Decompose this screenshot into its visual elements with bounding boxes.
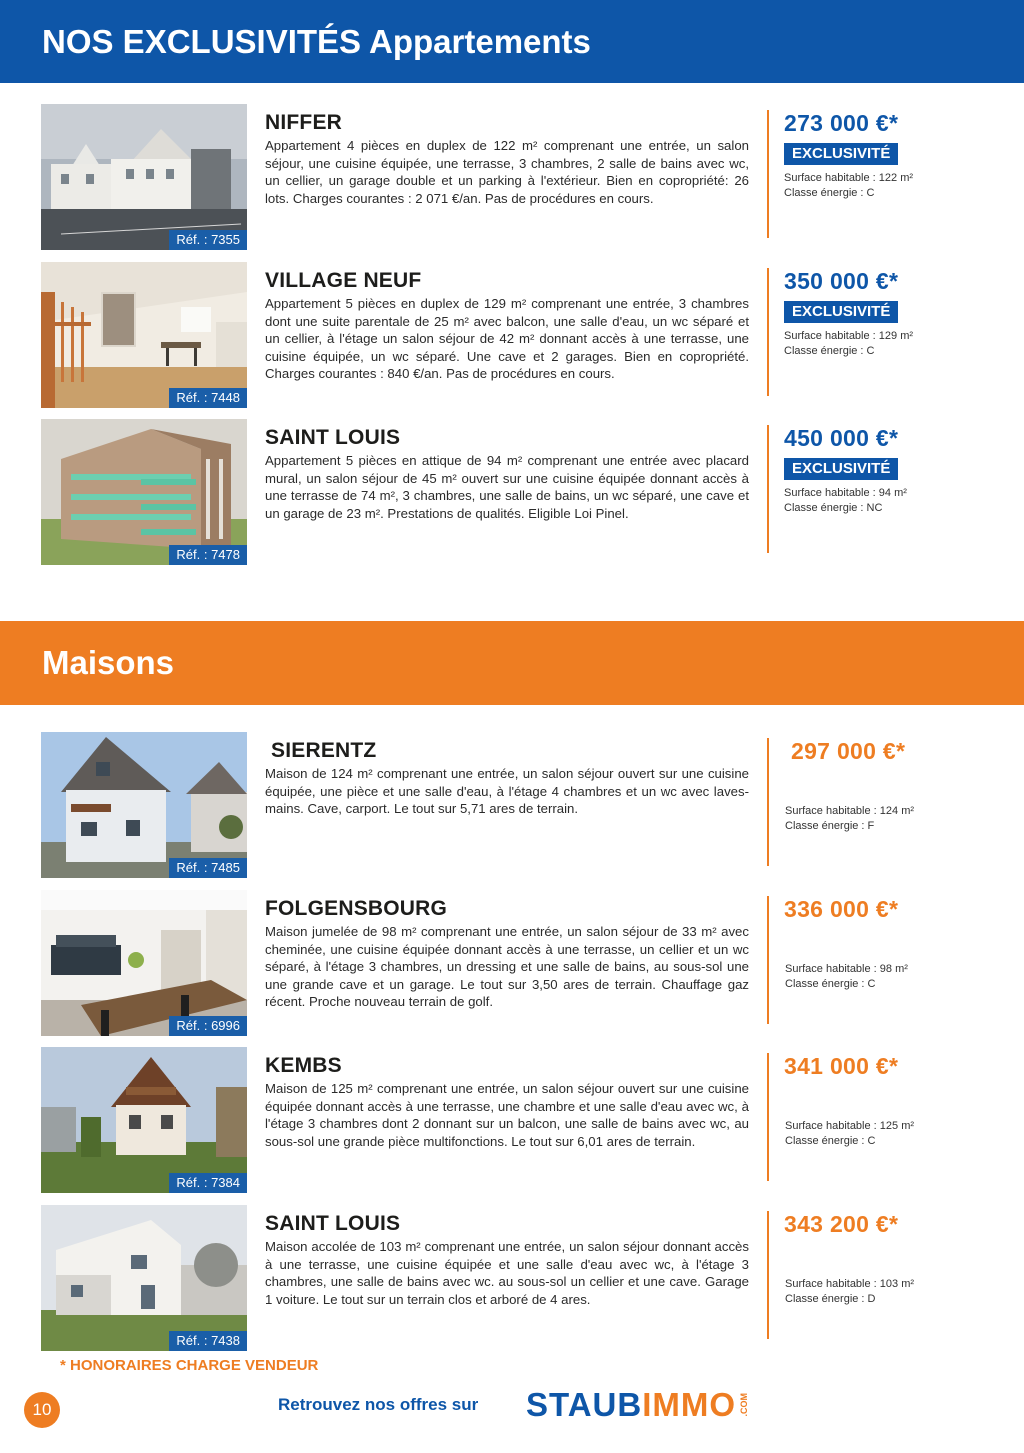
reference-label: Réf. : 7384 <box>169 1173 247 1193</box>
listing-title[interactable]: VILLAGE NEUF <box>265 269 422 292</box>
listing-title[interactable]: SAINT LOUIS <box>265 426 401 449</box>
listing-photo[interactable] <box>41 419 247 565</box>
listing-price: 297 000 €* <box>791 738 906 764</box>
reference-label: Réf. : 7478 <box>169 545 247 565</box>
listing-price: 343 200 €* <box>784 1211 899 1237</box>
energy-class: Classe énergie : F <box>785 820 875 832</box>
listing-description: Appartement 5 pièces en duplex de 129 m² comprenant une entrée, 3 chambres dont une suite parentale de 25 m² avec balcon, une salle d'eau, un wc séparé et un cellier, à l'étage un salon séjour de 42 m² donnant accès à une terrasse, une cuisine équipée, un wc séparé. Une cave et 2 garages. Bien en copropriété. Charges courantes : 840 €/an. Pas de procédures en cours. <box>265 296 749 382</box>
listing-card[interactable] <box>0 732 1024 882</box>
listing-title[interactable]: SIERENTZ <box>271 739 377 762</box>
listing-photo[interactable] <box>41 262 247 408</box>
energy-class: Classe énergie : NC <box>784 502 883 514</box>
surface-area: Surface habitable : 129 m² <box>784 330 914 342</box>
listing-description: Maison accolée de 103 m² comprenant une entrée, un salon séjour donnant accès à une terrasse, une cuisine équipée et une salle d'eau avec wc, à l'étage 3 chambres, une salle de bains avec wc. au sous-sol un cellier et une cave. Garage 1 voiture. Le tout sur un terrain clos et arboré de 4 ares. <box>265 1239 749 1307</box>
energy-class: Classe énergie : D <box>785 1293 876 1305</box>
houses-section-banner <box>0 621 1024 705</box>
listing-description: Maison de 124 m² comprenant une entrée, un salon séjour ouvert sur une cuisine équipée, une pièce et une salle d'eau, à l'étage 4 chambres et un wc avec laves-mains. Cave, carport. Le tout sur 5,71 ares de terrain. <box>265 766 749 817</box>
surface-area: Surface habitable : 98 m² <box>785 963 908 975</box>
reference-label: Réf. : 7448 <box>169 388 247 408</box>
listing-price: 336 000 €* <box>784 896 899 922</box>
brand-logo-part2: IMMO <box>642 1386 737 1423</box>
houses-section-title: Maisons <box>42 644 175 681</box>
listing-card[interactable] <box>0 419 1024 569</box>
listing-price: 273 000 €* <box>784 110 899 136</box>
offers-cta-text: Retrouvez nos offres sur <box>278 1395 479 1414</box>
surface-area: Surface habitable : 122 m² <box>784 172 914 184</box>
brand-logo[interactable] <box>526 1385 749 1425</box>
listing-title[interactable]: FOLGENSBOURG <box>265 897 448 920</box>
listing-card[interactable] <box>0 262 1024 412</box>
surface-area: Surface habitable : 94 m² <box>784 487 907 499</box>
exclusive-badge: EXCLUSIVITÉ <box>784 143 898 165</box>
listing-title[interactable]: SAINT LOUIS <box>265 1212 401 1235</box>
listing-photo[interactable] <box>41 890 247 1036</box>
listing-price: 350 000 €* <box>784 268 899 294</box>
listing-card[interactable] <box>0 1205 1024 1355</box>
fees-footnote: * HONORAIRES CHARGE VENDEUR <box>60 1357 319 1374</box>
surface-area: Surface habitable : 125 m² <box>785 1120 915 1132</box>
page-number: 10 <box>24 1392 60 1428</box>
listing-photo[interactable] <box>41 1047 247 1193</box>
surface-area: Surface habitable : 124 m² <box>785 805 915 817</box>
reference-label: Réf. : 6996 <box>169 1016 247 1036</box>
brand-logo-suffix: .COM <box>739 1393 750 1417</box>
listing-price: 341 000 €* <box>784 1053 899 1079</box>
reference-label: Réf. : 7355 <box>169 230 247 250</box>
reference-label: Réf. : 7485 <box>169 858 247 878</box>
listing-title[interactable]: NIFFER <box>265 111 343 134</box>
listing-description: Appartement 5 pièces en attique de 94 m² comprenant une entrée avec placard mural, un salon séjour de 45 m² ouvert sur une cuisine équipée donnant accès à une terrasse de 74 m², 3 chambres, une salle de bains, un wc séparé, une cave et un garage de 23 m². Prestations de qualités. Eligible Loi Pinel. <box>265 453 749 521</box>
energy-class: Classe énergie : C <box>784 345 875 357</box>
listing-photo[interactable] <box>41 104 247 250</box>
listing-description: Maison de 125 m² comprenant une entrée, un salon séjour ouvert sur une cuisine équipée donnant accès à une terrasse, une chambre et une salle d'eau avec wc, à l'étage 3 chambres dont 2 donnant sur un balcon, une salle de bains avec wc, au sous-sol une grande pièce multifonctions. Le tout sur 6,01 ares de terrain. <box>265 1081 749 1149</box>
brand-logo-part1: STAUB <box>526 1386 643 1423</box>
energy-class: Classe énergie : C <box>785 1135 876 1147</box>
exclusive-badge: EXCLUSIVITÉ <box>784 458 898 480</box>
surface-area: Surface habitable : 103 m² <box>785 1278 915 1290</box>
energy-class: Classe énergie : C <box>784 187 875 199</box>
listing-photo[interactable] <box>41 732 247 878</box>
energy-class: Classe énergie : C <box>785 978 876 990</box>
listing-description: Maison jumelée de 98 m² comprenant une entrée, un salon séjour de 33 m² avec cheminée, une cuisine équipée donnant accès à une terrasse, un cellier et un wc séparé, à l'étage 3 chambres, un dressing et une salle de bains, au sous-sol une une grande cave et un garage. Le tout sur 3,50 ares de terrain. Chauffage gaz récent. Proche nouveau terrain de golf. <box>265 924 749 1010</box>
apartments-section-title: NOS EXCLUSIVITÉS Appartements <box>42 22 591 60</box>
listing-title[interactable]: KEMBS <box>265 1054 342 1077</box>
listing-description: Appartement 4 pièces en duplex de 122 m² comprenant une entrée, un salon séjour, une cuisine équipée, une terrasse, 3 chambres, 2 salle de bains avec wc, un cellier, un garage double et un parking à l'extérieur. Bien en copropriété: 26 lots. Charges courantes : 2 071 €/an. Pas de procédures en cours. <box>265 138 749 206</box>
listing-card[interactable] <box>0 104 1024 254</box>
listing-price: 450 000 €* <box>784 425 899 451</box>
listing-photo[interactable] <box>41 1205 247 1351</box>
reference-label: Réf. : 7438 <box>169 1331 247 1351</box>
listing-card[interactable] <box>0 1047 1024 1197</box>
apartments-section-banner <box>0 0 1024 83</box>
exclusive-badge: EXCLUSIVITÉ <box>784 301 898 323</box>
listing-card[interactable] <box>0 890 1024 1040</box>
